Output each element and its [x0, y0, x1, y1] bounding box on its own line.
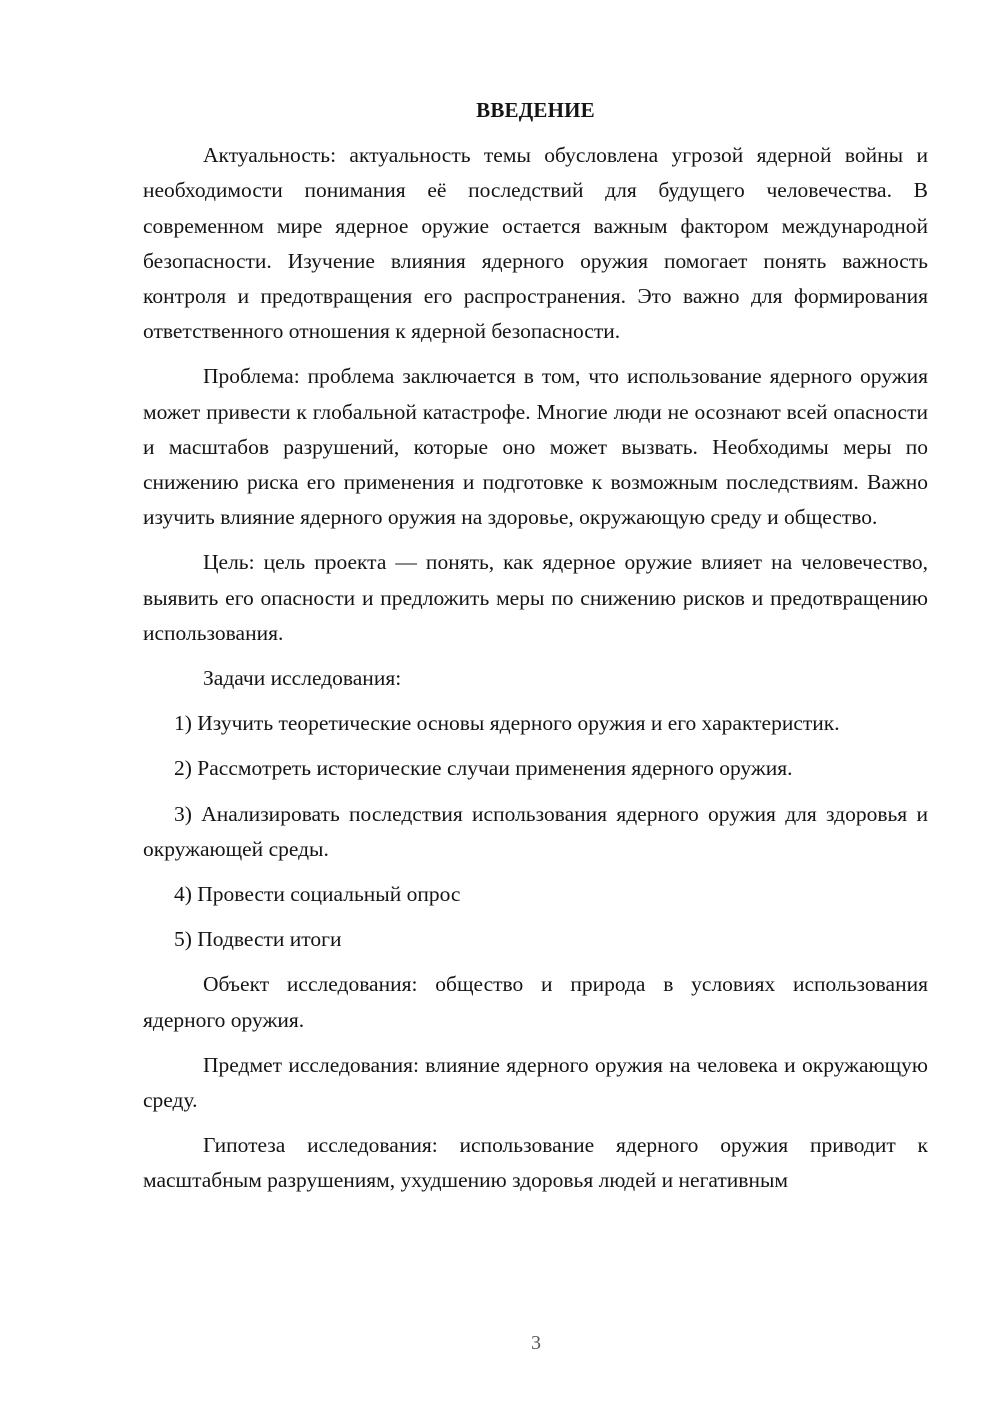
page-number: 3	[531, 1332, 541, 1354]
task-item: 3) Анализировать последствия использования ядерного оружия для здоровья и окружающей среды.	[143, 801, 928, 861]
paragraph-problem: Проблема: проблема заключается в том, что использование ядерного оружия может привести к глобальной катастрофе. Многие люди не осознают всей опасности и масштабов разрушений, которые оно может вызвать. Необходимы меры по снижению риска его применения и подготовке к возможным последствиям. Важно изучить влияние ядерного оружия на здоровье, окружающую среду и общество.	[143, 364, 928, 530]
task-item: 5) Подвести итоги	[174, 927, 342, 952]
document-body	[143, 93, 928, 1209]
tasks-heading: Задачи исследования:	[203, 666, 402, 691]
paragraph-subject: Предмет исследования: влияние ядерного оружия на человека и окружающую среду.	[143, 1052, 928, 1113]
task-item: 1) Изучить теоретические основы ядерного оружия и его характеристик.	[174, 711, 840, 736]
paragraph-hypothesis: Гипотеза исследования: использование ядерного оружия приводит к масштабным разрушениям, ухудшению здоровья людей и негативным	[143, 1133, 928, 1193]
task-item: 2) Рассмотреть исторические случаи применения ядерного оружия.	[174, 756, 793, 781]
paragraph-relevance: Актуальность: актуальность темы обусловлена угрозой ядерной войны и необходимости понимания её последствий для будущего человечества. В современном мире ядерное оружие остается важным фактором международной безопасности. Изучение влияния ядерного оружия помогает понять важность контроля и предотвращения его распространения. Это важно для формирования ответственного отношения к ядерной безопасности.	[143, 143, 928, 344]
paragraph-object: Объект исследования: общество и природа в условиях использования ядерного оружия.	[143, 972, 928, 1032]
section-title: ВВЕДЕНИЕ	[476, 98, 595, 122]
paragraph-goal: Цель: цель проекта — понять, как ядерное оружие влияет на человечество, выявить его опасности и предложить меры по снижению рисков и предотвращению использования.	[143, 550, 928, 645]
task-item: 4) Провести социальный опрос	[174, 882, 461, 907]
tasks-list	[143, 706, 928, 957]
